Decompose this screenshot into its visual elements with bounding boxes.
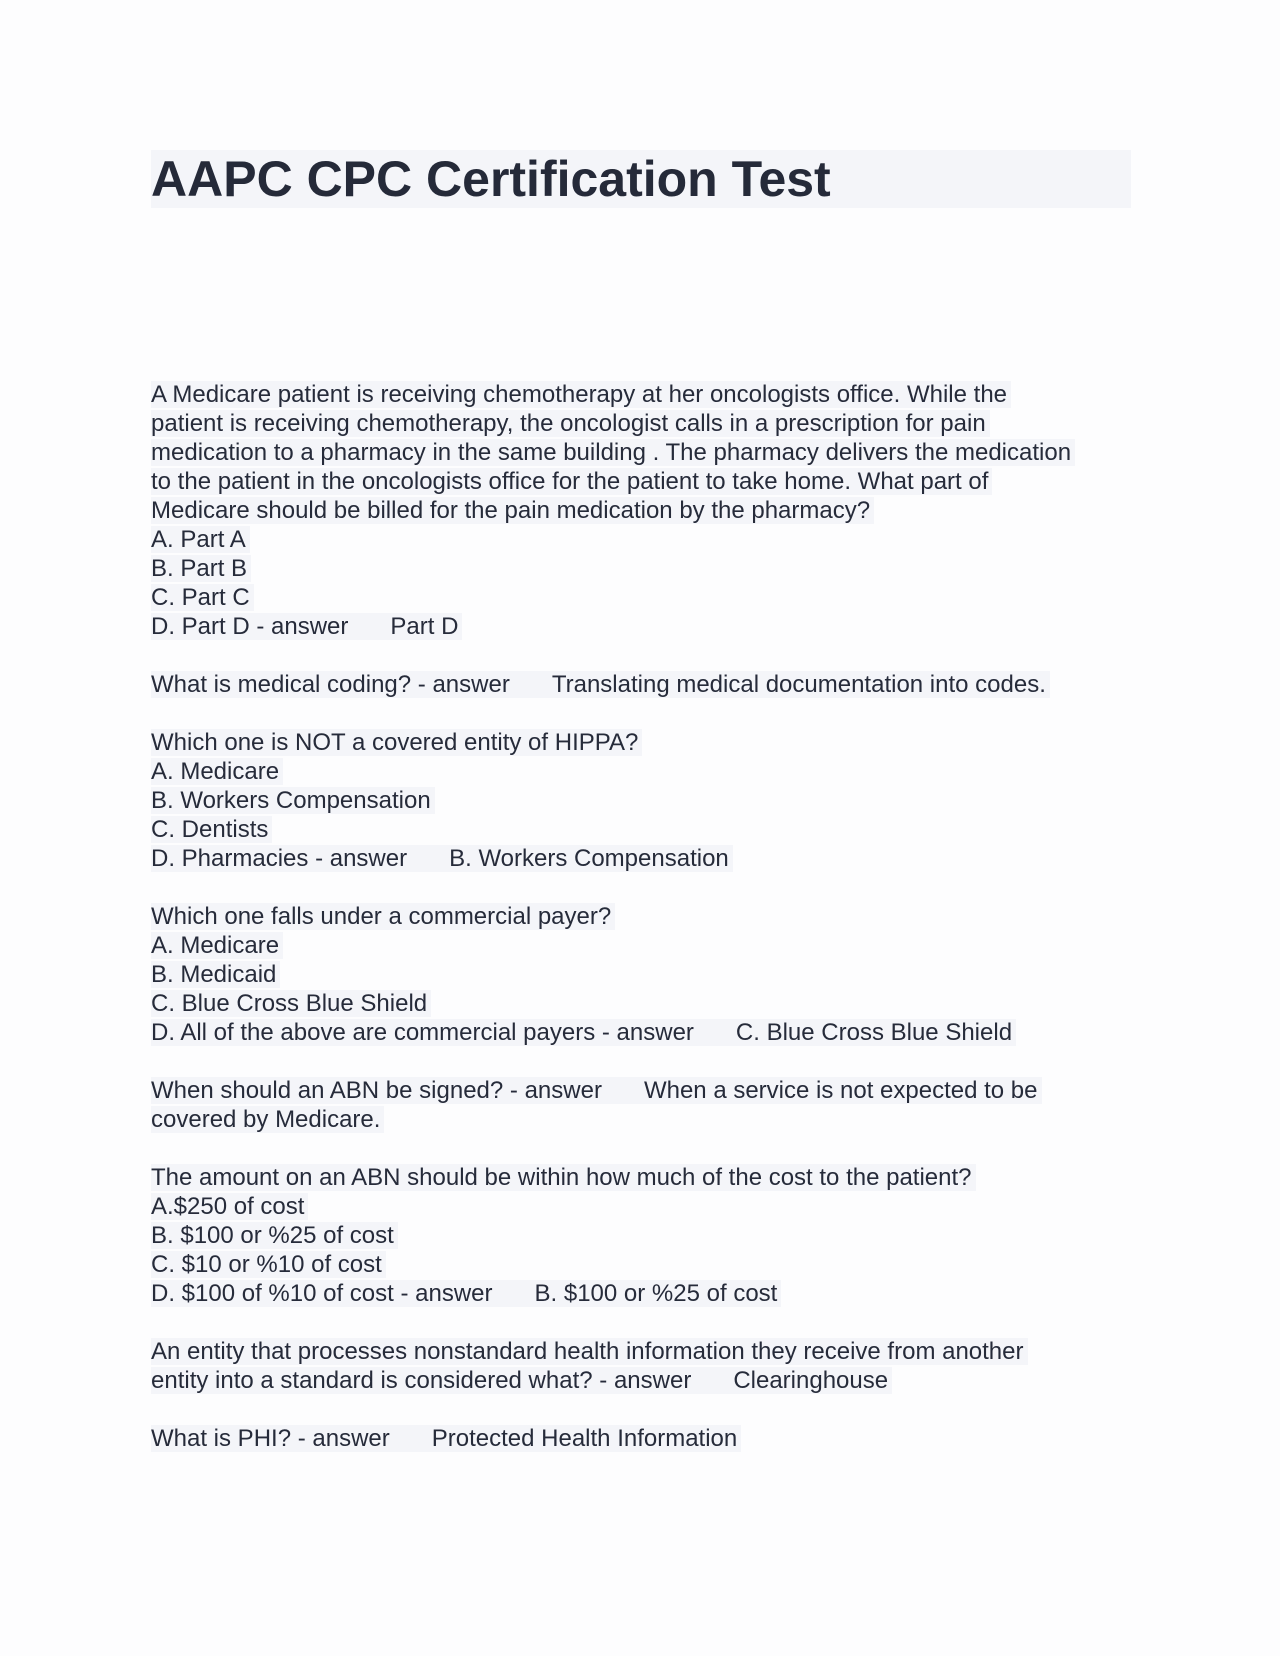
question-block-4: [151, 902, 1141, 1047]
option-text: D. $100 of %10 of cost: [151, 1280, 394, 1307]
option-text: B. $100 or %25 of cost: [151, 1222, 398, 1249]
answer-marker: - answer: [417, 671, 510, 698]
answer-marker: - answer: [297, 1425, 390, 1452]
option-text: B. Part B: [151, 555, 251, 582]
question-text: medication to a pharmacy in the same building . The pharmacy delivers the medication: [151, 439, 1075, 466]
option-text: C. Part C: [151, 584, 254, 611]
question-text: What is medical coding?: [151, 671, 412, 698]
option-text: C. Dentists: [151, 816, 272, 843]
question-block-2: [151, 670, 1141, 699]
question-block-8: [151, 1424, 1141, 1453]
question-text: Which one is NOT a covered entity of HIPPA?: [151, 729, 642, 756]
answer-marker: - answer: [509, 1077, 602, 1104]
page-title: AAPC CPC Certification Test: [151, 150, 1131, 208]
question-block-3: [151, 728, 1141, 873]
answer-text: C. Blue Cross Blue Shield: [735, 1019, 1013, 1046]
answer-marker: - answer: [256, 613, 349, 640]
answer-text: Protected Health Information: [431, 1425, 738, 1452]
answer-text: When a service is not expected to be: [643, 1077, 1038, 1104]
option-text: A. Part A: [151, 526, 250, 553]
question-block-1: [151, 380, 1141, 641]
question-block-5: [151, 1076, 1141, 1134]
answer-text: Translating medical documentation into codes.: [551, 671, 1046, 698]
option-text: B. Medicaid: [151, 961, 280, 988]
option-text: C. Blue Cross Blue Shield: [151, 990, 431, 1017]
answer-marker: - answer: [599, 1367, 692, 1394]
option-text: D. Pharmacies: [151, 845, 309, 872]
question-block-6: [151, 1163, 1141, 1308]
answer-text: covered by Medicare.: [151, 1106, 384, 1133]
answer-marker: - answer: [400, 1280, 493, 1307]
question-text: Which one falls under a commercial payer?: [151, 903, 615, 930]
option-text: D. Part D: [151, 613, 250, 640]
question-text: When should an ABN be signed?: [151, 1077, 504, 1104]
question-text: Medicare should be billed for the pain medication by the pharmacy?: [151, 497, 874, 524]
question-text: entity into a standard is considered what?: [151, 1367, 593, 1394]
answer-text: Clearinghouse: [733, 1367, 889, 1394]
option-text: D. All of the above are commercial payers: [151, 1019, 596, 1046]
question-text: patient is receiving chemotherapy, the oncologist calls in a prescription for pain: [151, 410, 990, 437]
option-text: A. Medicare: [151, 758, 283, 785]
answer-text: Part D: [390, 613, 459, 640]
question-block-7: [151, 1337, 1141, 1395]
question-text: to the patient in the oncologists office for the patient to take home. What part of: [151, 468, 992, 495]
option-text: A.$250 of cost: [151, 1193, 308, 1220]
question-text: The amount on an ABN should be within how much of the cost to the patient?: [151, 1164, 976, 1191]
answer-marker: - answer: [601, 1019, 694, 1046]
answer-text: B. $100 or %25 of cost: [534, 1280, 778, 1307]
option-text: A. Medicare: [151, 932, 283, 959]
question-text: An entity that processes nonstandard health information they receive from another: [151, 1338, 1028, 1365]
document-body: [151, 380, 1141, 1482]
answer-marker: - answer: [315, 845, 408, 872]
question-text: A Medicare patient is receiving chemotherapy at her oncologists office. While the: [151, 381, 1011, 408]
option-text: C. $10 or %10 of cost: [151, 1251, 386, 1278]
option-text: B. Workers Compensation: [151, 787, 435, 814]
answer-text: B. Workers Compensation: [449, 845, 729, 872]
question-text: What is PHI?: [151, 1425, 292, 1452]
